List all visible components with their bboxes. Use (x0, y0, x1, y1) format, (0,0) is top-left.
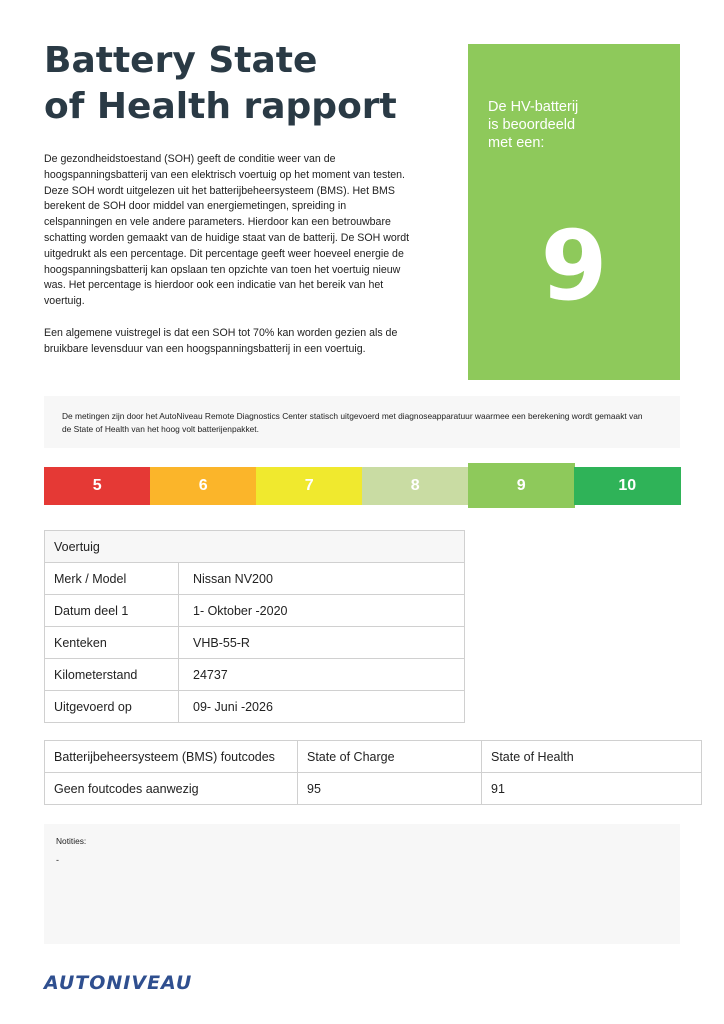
bms-value-state-of-health: 91 (482, 773, 702, 805)
rating-scale (44, 467, 680, 505)
table-row (45, 659, 465, 691)
scale-segment-5: 5 (44, 467, 151, 505)
measurement-note-text: De metingen zijn door het AutoNiveau Remote Diagnostics Center statisch uitgevoerd met diagnoseapparatuur waarmee een berekening wordt gemaakt van de State of Health van het hoog volt batterijenpakket. (62, 411, 643, 434)
score-caption (488, 98, 668, 152)
table-row (45, 691, 465, 723)
autoniveau-logo: AUTONIVEAU (44, 972, 193, 994)
bms-value-fault-codes: Geen foutcodes aanwezig (45, 773, 298, 805)
scale-segment-10: 10 (574, 467, 681, 505)
bms-table (44, 740, 702, 805)
vehicle-label-mileage: Kilometerstand (45, 659, 179, 691)
vehicle-table-heading: Voertuig (45, 531, 465, 563)
page-title (44, 38, 444, 130)
table-row (45, 563, 465, 595)
vehicle-value-mileage: 24737 (179, 659, 465, 691)
scale-segment-8: 8 (362, 467, 469, 505)
vehicle-label-performed-on: Uitgevoerd op (45, 691, 179, 723)
vehicle-label-plate: Kenteken (45, 627, 179, 659)
vehicle-value-brand-model: Nissan NV200 (179, 563, 465, 595)
vehicle-table-heading-row (45, 531, 465, 563)
scale-segment-6: 6 (150, 467, 257, 505)
intro-paragraph-1: De gezondheidstoestand (SOH) geeft de conditie weer van de hoogspanningsbatterij van een elektrisch voertuig op het moment van testen. Deze SOH wordt uitgelezen uit het batterijbeheersysteem (BMS). Het BMS berekent de SOH door middel van energiemetingen, spreiding in celspanningen en vele andere parameters. Hierdoor kan een betrouwbare schatting worden gemaakt van de huidige staat van de batterij. De SOH wordt uitgedrukt als een percentage. Dit percentage geeft weer hoeveel energie de hoogspanningsbatterij kan opslaan ten opzichte van toen het voertuig nieuw was. Het percentage is hierdoor ook een indicatie van het bereik van het voertuig. (44, 153, 410, 308)
vehicle-label-registration-date: Datum deel 1 (45, 595, 179, 627)
bms-header-row (45, 741, 702, 773)
table-row (45, 627, 465, 659)
score-caption-line-1: De HV-batterij (488, 99, 579, 115)
measurement-note (44, 396, 680, 448)
vehicle-value-registration-date: 1- Oktober -2020 (179, 595, 465, 627)
vehicle-label-brand-model: Merk / Model (45, 563, 179, 595)
vehicle-value-plate: VHB-55-R (179, 627, 465, 659)
vehicle-value-performed-on: 09- Juni -2026 (179, 691, 465, 723)
scale-segment-7: 7 (256, 467, 363, 505)
score-caption-line-2: is beoordeeld (488, 117, 576, 133)
notes-box (44, 824, 680, 944)
bms-header-state-of-charge: State of Charge (298, 741, 482, 773)
score-caption-line-3: met een: (488, 135, 545, 151)
title-line-1: Battery State (44, 40, 318, 81)
bms-value-row (45, 773, 702, 805)
score-value: 9 (540, 210, 608, 322)
title-line-2: of Health rapport (44, 86, 397, 127)
bms-value-state-of-charge: 95 (298, 773, 482, 805)
vehicle-table (44, 530, 465, 723)
score-box (468, 44, 680, 380)
notes-value: - (56, 855, 59, 865)
bms-header-state-of-health: State of Health (482, 741, 702, 773)
bms-header-fault-codes: Batterijbeheersysteem (BMS) foutcodes (45, 741, 298, 773)
intro-text (44, 152, 414, 373)
intro-paragraph-2: Een algemene vuistregel is dat een SOH tot 70% kan worden gezien als de bruikbare levensduur van een hoogspanningsbatterij in een voertuig. (44, 326, 398, 355)
notes-label: Notities: (56, 836, 87, 846)
table-row (45, 595, 465, 627)
scale-segment-9: 9 (468, 463, 575, 508)
